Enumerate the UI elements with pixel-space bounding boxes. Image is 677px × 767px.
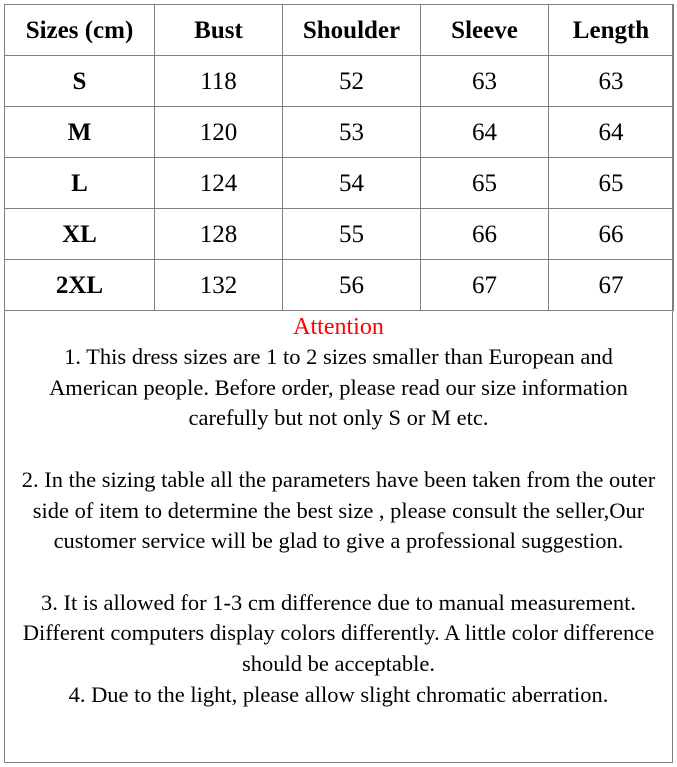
table-row <box>5 158 674 209</box>
length-cell: 64 <box>549 107 674 158</box>
sleeve-cell: 67 <box>421 260 549 311</box>
table-row <box>5 209 674 260</box>
size-table <box>4 4 674 311</box>
note-3: 3. It is allowed for 1-3 cm difference due to manual measurement. Different computers display colors differently. A little color difference should be acceptable. <box>22 589 655 676</box>
sleeve-cell: 63 <box>421 56 549 107</box>
table-row <box>5 107 674 158</box>
sleeve-cell: 64 <box>421 107 549 158</box>
size-cell: M <box>5 107 155 158</box>
shoulder-cell: 52 <box>283 56 421 107</box>
header-bust: Bust <box>155 5 283 56</box>
header-length: Length <box>549 5 674 56</box>
bust-cell: 124 <box>155 158 283 209</box>
table-row <box>5 56 674 107</box>
bust-cell: 120 <box>155 107 283 158</box>
length-cell: 67 <box>549 260 674 311</box>
attention-notes <box>5 312 672 710</box>
bust-cell: 128 <box>155 209 283 260</box>
bust-cell: 132 <box>155 260 283 311</box>
sleeve-cell: 66 <box>421 209 549 260</box>
note-1: 1. This dress sizes are 1 to 2 sizes smaller than European and American people. Before order, please read our size information carefully but not only S or M etc. <box>49 344 628 431</box>
header-shoulder: Shoulder <box>283 5 421 56</box>
note-spacer <box>5 434 672 465</box>
shoulder-cell: 56 <box>283 260 421 311</box>
table-row <box>5 260 674 311</box>
attention-title: Attention <box>293 314 384 340</box>
shoulder-cell: 53 <box>283 107 421 158</box>
note-spacer <box>5 557 672 588</box>
table-header-row <box>5 5 674 56</box>
note-2: 2. In the sizing table all the parameters have been taken from the outer side of item to determine the best size , please consult the seller,Our customer service will be glad to give a professional suggestion. <box>21 466 656 554</box>
size-cell: 2XL <box>5 260 155 311</box>
length-cell: 63 <box>549 56 674 107</box>
shoulder-cell: 54 <box>283 158 421 209</box>
shoulder-cell: 55 <box>283 209 421 260</box>
size-cell: S <box>5 56 155 107</box>
size-cell: XL <box>5 209 155 260</box>
size-cell: L <box>5 158 155 209</box>
length-cell: 66 <box>549 209 674 260</box>
length-cell: 65 <box>549 158 674 209</box>
note-4: 4. Due to the light, please allow slight chromatic aberration. <box>68 681 609 707</box>
header-sizes: Sizes (cm) <box>5 5 155 56</box>
bust-cell: 118 <box>155 56 283 107</box>
sleeve-cell: 65 <box>421 158 549 209</box>
header-sleeve: Sleeve <box>421 5 549 56</box>
